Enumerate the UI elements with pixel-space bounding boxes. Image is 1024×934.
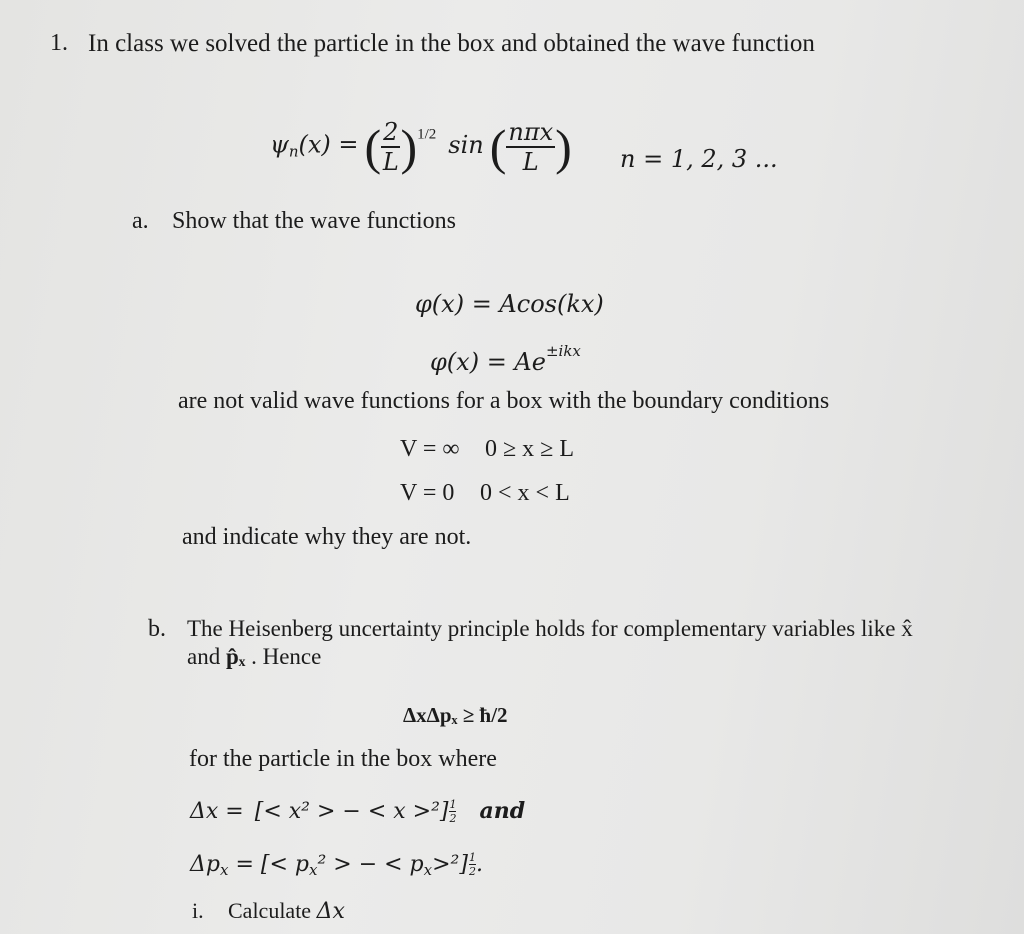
delta-p-rhs-1: = [< p xyxy=(235,852,309,877)
delta-p-definition: $\Delta p_x$ = [< $p_x^2$ > − < $p_x>^2$] $\frac{1}{2}$ . xyxy=(190,851,483,879)
bc2-potential: V = 0 xyxy=(400,480,455,506)
part-b-label: b. xyxy=(148,616,166,642)
problem-number: 1. xyxy=(50,30,68,56)
delta-p-rhs-3: >²] xyxy=(432,852,468,877)
item-i-label: i. xyxy=(192,898,204,923)
delta-x-variable: Δx xyxy=(316,899,345,924)
delta-p-lhs: Δp xyxy=(190,852,220,877)
cosine-wavefunction: φ(x) = Acos(kx) xyxy=(415,290,604,318)
part-a-conclusion: and indicate why they are not. xyxy=(182,524,472,550)
sin-argument-fraction: $\frac{\text{nπx}}{L}$ xyxy=(508,118,554,176)
bc1-range: 0 ≥ x ≥ L xyxy=(485,436,575,462)
item-i-text xyxy=(228,898,345,924)
psi-argument: (x) = xyxy=(298,130,359,159)
psi-symbol: ψ xyxy=(270,130,289,159)
exp-base: φ(x) = Ae xyxy=(430,348,546,376)
delta-x-rhs: [< x² > − < x >²] xyxy=(254,799,449,824)
exp-exponent: ±ikx xyxy=(545,342,581,360)
normalization-exponent: 1/2 xyxy=(417,126,437,143)
hence-word: . Hence xyxy=(251,644,322,669)
n-values: n = 1, 2, 3 ... xyxy=(620,145,778,173)
delta-p-rhs-2: ² > − < p xyxy=(317,852,424,877)
normalization-fraction: $\frac{2}{L}$ xyxy=(382,118,399,176)
problem-intro: In class we solved the particle in the box and obtained the wave function xyxy=(88,30,815,57)
part-b-text-line1: The Heisenberg uncertainty principle holds for complementary variables like x̂ xyxy=(187,616,913,641)
uncertainty-relation: ΔxΔpₓ ≥ ħ/2 xyxy=(403,703,508,727)
sin-function: sin xyxy=(448,130,484,159)
where-text: for the particle in the box where xyxy=(189,746,497,772)
psi-subscript: n xyxy=(288,142,299,161)
momentum-operator: p̂ₓ xyxy=(225,644,246,669)
part-b-text-line2 xyxy=(187,644,321,670)
calculate-word: Calculate xyxy=(228,898,312,923)
delta-x-lhs: Δx = xyxy=(190,799,244,824)
delta-p-subscript: x xyxy=(219,861,229,879)
part-a-label: a. xyxy=(132,208,149,234)
delta-x-definition xyxy=(190,798,525,824)
half-exponent-p: $\frac{1}{2}$ xyxy=(468,851,476,878)
and-connector: and xyxy=(479,798,526,824)
part-a-text: Show that the wave functions xyxy=(172,208,456,234)
boundary-text: are not valid wave functions for a box with the boundary conditions xyxy=(178,388,830,414)
half-exponent-x: $\frac{1}{2}$ xyxy=(449,798,457,825)
bc2-range: 0 < x < L xyxy=(480,480,570,506)
exponential-wavefunction xyxy=(430,342,581,376)
bc1-potential: V = ∞ xyxy=(400,436,460,462)
and-word: and xyxy=(187,644,221,669)
wavefunction-equation: $\psi_n(x)$ = ( $\frac{2}{L}$ )$^{1/2}$ sin ( $\frac{\text{nπx}}{L}$ ) xyxy=(270,118,572,176)
